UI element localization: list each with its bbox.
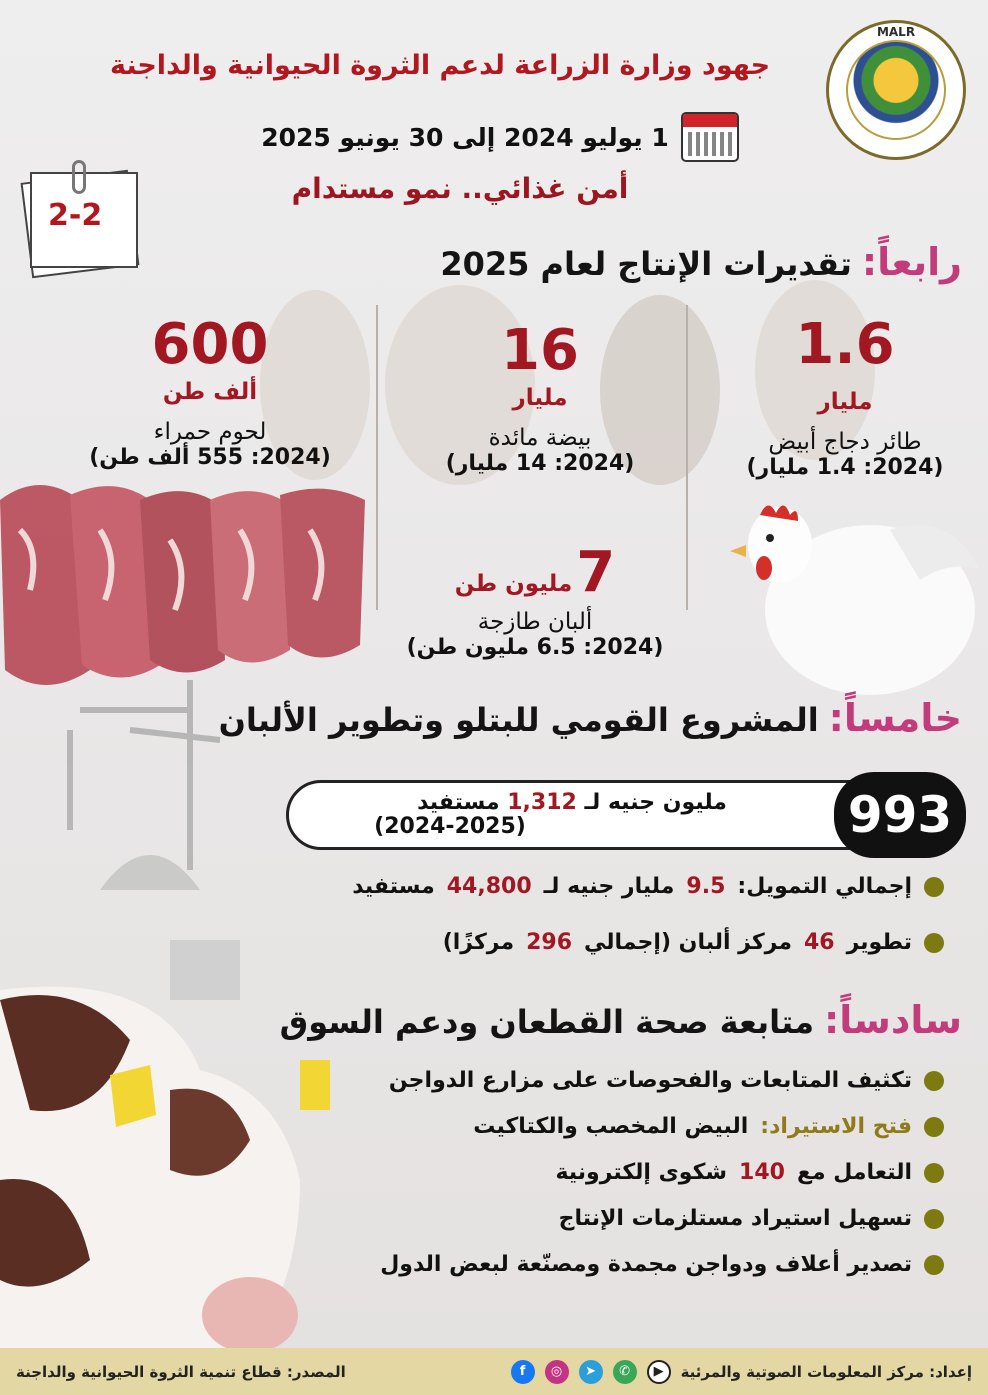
calendar-grid [688, 132, 732, 156]
section-6-heading [280, 998, 962, 1042]
line1-text-c: مستفيد [417, 790, 500, 815]
section-5-prefix: خامساً: [828, 696, 962, 740]
stat-fresh-milk [380, 540, 690, 660]
bullet-text-e: مركزًا) [442, 930, 515, 955]
stat-value: 1.6 [795, 312, 895, 377]
slogan: أمن غذائي.. نمو مستدام [291, 172, 629, 205]
bullet-pre: التعامل مع [796, 1160, 912, 1185]
youtube-icon[interactable]: ▶ [647, 1360, 671, 1384]
bullet-number: 296 [526, 930, 573, 955]
bullet-number: 9.5 [686, 874, 726, 899]
bullet-text: تسهيل استيراد مستلزمات الإنتاج [558, 1206, 912, 1231]
bullet-dot [924, 1163, 944, 1183]
bullet-exports [380, 1252, 944, 1277]
bullet-number: 46 [803, 930, 835, 955]
page-badge: 2-2 [48, 198, 103, 233]
bullet-dot [924, 877, 944, 897]
bullet-dot [924, 1209, 944, 1229]
line1-text-a: مليون جنيه لـ [584, 790, 727, 815]
bullet-dairy-centers [443, 930, 944, 955]
stat-unit: مليار [817, 389, 873, 415]
stat-previous: (2024: 6.5 مليون طن) [406, 635, 664, 660]
bullet-number: 44,800 [446, 874, 532, 899]
stat-value: 16 [501, 318, 579, 383]
logo-emblem [846, 40, 946, 140]
bullet-complaints [555, 1160, 944, 1185]
calendar-header [683, 114, 737, 127]
section-4-prefix: رابعاً: [861, 240, 962, 284]
bullet-dot [924, 1255, 944, 1275]
stat-previous: (2024: 555 ألف طن) [89, 445, 331, 470]
section-4-heading [440, 240, 962, 284]
stat-previous: (2024: 14 مليار) [445, 451, 635, 476]
white-hen-image [720, 490, 988, 710]
stat-red-meat [60, 312, 360, 470]
bullet-dot [924, 1117, 944, 1137]
bullet-text: البيض المخصب والكتاكيت [473, 1114, 749, 1139]
highlight-number: 993 [834, 772, 966, 858]
beneficiaries-line-1 [312, 790, 832, 815]
line1-number: 1,312 [507, 790, 577, 815]
footer-right-group [511, 1360, 972, 1384]
stat-table-eggs [405, 318, 675, 476]
whatsapp-icon[interactable]: ✆ [613, 1360, 637, 1384]
section-6-prefix: سادساً: [824, 998, 962, 1042]
red-meat-image [0, 470, 368, 700]
bullet-funding [352, 874, 944, 899]
source: المصدر: قطاع تنمية الثروة الحيوانية والداجنة [16, 1362, 346, 1381]
date-range-row [220, 112, 780, 162]
instagram-icon[interactable]: ◎ [545, 1360, 569, 1384]
stat-value: 7 [576, 540, 616, 605]
section-6-title: متابعة صحة القطعان ودعم السوق [279, 1003, 815, 1041]
bullet-dot [924, 1071, 944, 1091]
bullet-text-a: تطوير [846, 930, 912, 955]
section-5-heading [219, 696, 962, 740]
divider [376, 305, 378, 610]
bullet-text-a: إجمالي التمويل: [737, 874, 912, 899]
bullet-text-c: مركز ألبان (إجمالي [584, 930, 792, 955]
stat-label: طائر دجاج أبيض [768, 429, 922, 455]
stat-label: بيضة مائدة [488, 425, 592, 451]
calendar-icon [681, 112, 739, 162]
ministry-logo [826, 20, 966, 160]
facebook-icon[interactable]: f [511, 1360, 535, 1384]
stat-label: لحوم حمراء [153, 419, 267, 445]
beneficiaries-line-2: (2024-2025) [374, 814, 526, 839]
section-4-title: تقديرات الإنتاج لعام 2025 [440, 245, 852, 283]
section-5-title: المشروع القومي للبتلو وتطوير الألبان [218, 701, 819, 739]
bullet-highlight: فتح الاستيراد: [760, 1114, 912, 1139]
page-title: جهود وزارة الزراعة لدعم الثروة الحيوانية والداجنة [109, 50, 771, 81]
bullet-text-c: مليار جنيه لـ [543, 874, 675, 899]
stat-white-chicken [720, 312, 970, 480]
stat-label: ألبان طازجة [477, 609, 593, 635]
date-range: 1 يوليو 2024 إلى 30 يونيو 2025 [261, 122, 669, 152]
stat-milk-row [380, 540, 690, 605]
stat-value: 600 [151, 312, 269, 377]
stat-unit: ألف طن [162, 379, 258, 405]
stat-unit: مليون طن [454, 571, 573, 597]
telegram-icon[interactable]: ➤ [579, 1360, 603, 1384]
paperclip-icon [72, 160, 86, 194]
bullet-dot [924, 933, 944, 953]
bullet-text-e: مستفيد [352, 874, 435, 899]
stat-unit: مليار [512, 385, 568, 411]
footer [0, 1348, 988, 1395]
bullet-text: تصدير أعلاف ودواجن مجمدة ومصنّعة لبعض الدول [380, 1252, 912, 1277]
stat-previous: (2024: 1.4 مليار) [746, 455, 944, 480]
bullet-text: شكوى إلكترونية [555, 1160, 728, 1185]
logo-text: MALR [876, 25, 916, 39]
bullet-text: تكثيف المتابعات والفحوصات على مزارع الدواجن [388, 1068, 912, 1093]
bullet-production-inputs [559, 1206, 944, 1231]
bullet-import-opening [473, 1114, 944, 1139]
prepared-by: إعداد: مركز المعلومات الصوتية والمرئية [680, 1362, 972, 1381]
bullet-inspections [389, 1068, 944, 1093]
bullet-number: 140 [739, 1160, 785, 1185]
